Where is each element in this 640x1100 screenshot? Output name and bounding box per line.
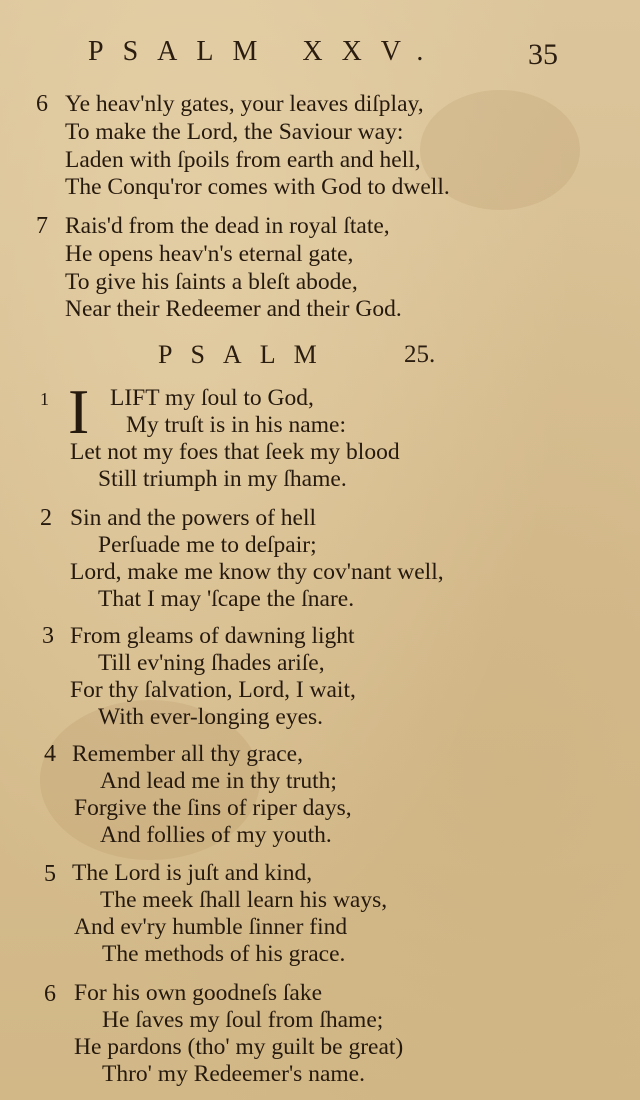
verse-line: Ye heav'nly gates, your leaves diſplay, (65, 91, 424, 117)
stanza-number: 6 (36, 91, 48, 117)
verse-line: He opens heav'n's eternal gate, (65, 241, 354, 267)
verse-line: And follies of my youth. (100, 822, 332, 848)
verse-line: Sin and the powers of hell (70, 505, 317, 531)
verse-line: Rais'd from the dead in royal ſtate, (65, 213, 390, 239)
verse-line: Lord, make me know thy cov'nant well, (70, 559, 444, 585)
verse-line: He pardons (tho' my guilt be great) (74, 1034, 404, 1060)
psalm-title: PSALM (158, 340, 335, 369)
verse-line: The meek ſhall learn his ways, (100, 887, 388, 913)
verse-line: He ſaves my ſoul from ſhame; (102, 1007, 384, 1033)
verse-line: LIFT my ſoul to God, (110, 385, 314, 411)
verse-line: For his own goodneſs ſake (74, 980, 323, 1006)
verse-line: Let not my foes that ſeek my blood (70, 439, 400, 465)
page-number: 35 (528, 38, 558, 71)
verse-line: My truſt is in his name: (126, 412, 346, 438)
verse-line: The methods of his grace. (102, 941, 346, 967)
verse-line: Near their Redeemer and their God. (65, 296, 402, 322)
stanza-number: 7 (36, 213, 48, 239)
verse-line: With ever-longing eyes. (98, 704, 324, 730)
verse-line: And lead me in thy truth; (100, 768, 337, 794)
verse-line: The Lord is juſt and kind, (72, 860, 313, 886)
verse-line: Still triumph in my ſhame. (98, 466, 347, 492)
stanza-number: 4 (44, 741, 56, 767)
verse-line: To give his ſaints a bleſt abode, (65, 269, 358, 295)
drop-cap: I (68, 376, 90, 447)
verse-line: Remember all thy grace, (72, 741, 303, 767)
verse-line: The Conqu'ror comes with God to dwell. (65, 174, 450, 200)
stanza-number: 6 (44, 981, 56, 1007)
stanza-number: 5 (44, 861, 56, 887)
verse-line: Perſuade me to deſpair; (98, 532, 317, 558)
verse-line: Forgive the ſins of riper days, (74, 795, 352, 821)
stanza-number: 3 (42, 623, 54, 649)
psalm-number: 25. (404, 341, 436, 368)
stanza-number: 2 (40, 505, 52, 531)
verse-line: Thro' my Redeemer's name. (102, 1061, 365, 1087)
running-head: PSALM XXV. (88, 36, 443, 67)
verse-line: To make the Lord, the Saviour way: (65, 119, 404, 145)
verse-line: For thy ſalvation, Lord, I wait, (70, 677, 356, 703)
verse-line: Till ev'ning ſhades ariſe, (98, 650, 325, 676)
verse-line: And ev'ry humble ſinner find (74, 914, 348, 940)
verse-line: That I may 'ſcape the ſnare. (98, 586, 355, 612)
verse-line: From gleams of dawning light (70, 623, 355, 649)
verse-line: Laden with ſpoils from earth and hell, (65, 147, 421, 173)
stanza-number: 1 (40, 389, 49, 409)
